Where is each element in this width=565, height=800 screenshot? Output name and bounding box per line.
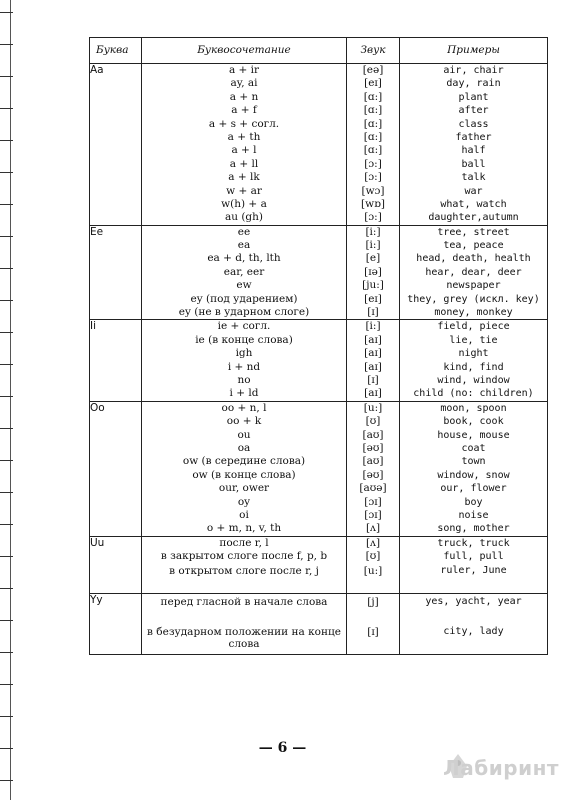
combination-line: a + ir [228, 64, 260, 76]
sound-line: [aʊə] [359, 482, 387, 495]
combination-line: ea [237, 239, 251, 252]
example-line: house, mouse [437, 429, 510, 441]
combination-cell [142, 225, 347, 320]
binding-tick [0, 460, 13, 461]
sound-line: [aʊ] [362, 455, 384, 468]
sound-cell [347, 225, 400, 320]
sound-line: [aɪ] [364, 333, 382, 346]
binding-tick [0, 172, 13, 173]
sound-cell [347, 64, 400, 226]
binding-tick [0, 12, 13, 13]
sound-line: [əʊ] [362, 441, 384, 454]
letter-group-row [90, 320, 548, 401]
combination-line: i + nd [227, 360, 261, 373]
binding-tick [0, 108, 13, 109]
combination-line: в безударном положении на конце слова [147, 626, 341, 651]
binding-tick [0, 76, 13, 77]
sound-line: [eɪ] [364, 292, 382, 305]
header-letter: Буква [90, 38, 142, 64]
example-line: class [458, 118, 489, 130]
sound-line: [ɪə] [364, 265, 382, 278]
sound-line: [aɪ] [364, 360, 382, 373]
example-line: boy [464, 496, 483, 508]
combination-cell [142, 64, 347, 226]
letter-group-row [90, 64, 548, 226]
sound-line: [ɑ:] [363, 104, 383, 117]
combination-line: ew [236, 279, 252, 292]
example-line: city, lady [443, 626, 504, 638]
combination-cell [142, 594, 347, 655]
example-line: day, rain [446, 78, 501, 90]
combination-line: a + l [231, 144, 257, 157]
combination-line: в открытом слоге после r, j [169, 565, 319, 578]
combination-line: oo + k [226, 415, 262, 428]
example-cell [400, 401, 548, 536]
binding-margin [0, 0, 20, 800]
example-cell [400, 64, 548, 226]
combination-line: ay, ai [230, 77, 258, 90]
example-line: daughter,autumn [428, 212, 519, 224]
sound-cell [347, 320, 400, 401]
binding-tick [0, 492, 13, 493]
combination-line: a + s + согл. [208, 117, 280, 130]
example-line: after [458, 105, 489, 117]
example-cell [400, 536, 548, 594]
example-line: book, cook [443, 416, 504, 428]
example-line: tea, peace [443, 240, 504, 252]
letter-group-row [90, 594, 548, 655]
binding-tick [0, 268, 13, 269]
binding-tick [0, 620, 13, 621]
example-line: lie, tie [449, 334, 498, 346]
example-line: ball [461, 158, 486, 170]
example-line: war [464, 185, 483, 197]
example-line: full, pull [443, 551, 504, 563]
sound-line: [aʊ] [362, 428, 384, 441]
example-line: kind, find [443, 361, 504, 373]
sound-line: [ju:] [362, 279, 384, 292]
sound-line: [eɪ] [364, 77, 382, 90]
example-line: song, mother [437, 523, 510, 535]
sound-line: [j] [367, 596, 379, 609]
binding-tick [0, 396, 13, 397]
example-line: father [455, 131, 492, 143]
example-line: child (no: children) [413, 388, 534, 400]
combination-line: igh [235, 347, 253, 360]
binding-tick [0, 428, 13, 429]
header-sound: Звук [347, 38, 400, 64]
sound-line: [aɪ] [364, 347, 382, 360]
combination-line: oi [239, 508, 249, 521]
sound-line: [ʌ] [365, 522, 381, 535]
sound-line: [u:] [363, 565, 383, 578]
example-line: truck, truck [437, 537, 510, 549]
combination-line: a + n [229, 90, 259, 103]
sound-line: [u:] [363, 401, 383, 414]
example-line: plant [458, 91, 489, 103]
example-line: window, snow [437, 469, 510, 481]
sound-line: [ɪ] [367, 373, 379, 386]
example-line: hear, dear, deer [425, 266, 522, 278]
combination-line: oa [237, 441, 251, 454]
binding-tick [0, 140, 13, 141]
example-line: moon, spoon [440, 402, 507, 414]
example-line: head, death, health [416, 253, 531, 265]
sound-line: [ɔ:] [364, 157, 382, 170]
sound-cell [347, 401, 400, 536]
example-line: wind, window [437, 374, 510, 386]
example-line: half [461, 145, 486, 157]
combination-line: ey (не в ударном слоге) [178, 306, 310, 319]
example-line: town [461, 456, 486, 468]
combination-line: au (gh) [224, 211, 264, 224]
sound-line: [ɑ:] [363, 117, 383, 130]
sound-line: [ɪ] [367, 306, 379, 319]
example-line: they, grey (искл. key) [407, 293, 540, 305]
example-line: money, monkey [434, 307, 513, 319]
combination-line: ee [237, 225, 251, 238]
letter-cell: Yy [90, 594, 142, 655]
sound-line: [eə] [362, 64, 384, 76]
example-cell [400, 594, 548, 655]
letter-cell: Aa [90, 64, 142, 226]
example-line: night [458, 348, 489, 360]
example-line: coat [461, 442, 486, 454]
sound-line: [ɔɪ] [364, 495, 382, 508]
binding-tick [0, 204, 13, 205]
letter-cell: Uu [90, 536, 142, 594]
sound-line: [e] [365, 252, 381, 265]
sound-line: [ʊ] [365, 550, 381, 563]
example-line: tree, street [437, 226, 510, 238]
sound-line: [aɪ] [364, 387, 382, 400]
combination-line: ie (в конце слова) [195, 333, 293, 346]
combination-line: w + ar [226, 184, 262, 197]
example-cell [400, 225, 548, 320]
sound-cell [347, 594, 400, 655]
sound-line: [ɑ:] [363, 130, 383, 143]
binding-tick [0, 236, 13, 237]
binding-tick [0, 652, 13, 653]
sound-line: [ɑ:] [363, 144, 383, 157]
example-line: noise [458, 509, 489, 521]
combination-line: ow (в конце слова) [192, 468, 296, 481]
sound-line: [ɑ:] [363, 90, 383, 103]
combination-line: oo + n, l [221, 401, 267, 414]
example-line: our, flower [440, 483, 507, 495]
combination-line: o + m, n, v, th [206, 522, 282, 535]
binding-tick [0, 524, 13, 525]
combination-line: a + th [227, 130, 261, 143]
sound-cell [347, 536, 400, 594]
sound-line: [wɒ] [361, 197, 385, 210]
letter-cell: Ii [90, 320, 142, 401]
combination-cell [142, 401, 347, 536]
binding-tick [0, 300, 13, 301]
binding-tick [0, 332, 13, 333]
combination-line: ie + согл. [217, 320, 271, 333]
combination-line: ey (под ударением) [190, 292, 298, 305]
combination-line: a + ll [229, 157, 259, 170]
binding-tick [0, 556, 13, 557]
sound-line: [ɪ] [367, 626, 379, 639]
letter-group-row [90, 536, 548, 594]
example-cell [400, 320, 548, 401]
sound-line: [i:] [365, 239, 381, 252]
sound-line: [ɔ:] [364, 211, 382, 224]
combination-cell [142, 320, 347, 401]
sound-line: [i:] [365, 225, 381, 238]
binding-tick [0, 44, 13, 45]
page-number: — 6 — [258, 740, 307, 756]
combination-line: w(h) + a [221, 197, 267, 210]
combination-cell [142, 536, 347, 594]
binding-tick [0, 716, 13, 717]
letter-group-row [90, 225, 548, 320]
table-header-row [90, 38, 548, 64]
example-line: air, chair [443, 65, 504, 76]
sound-line: [ʊ] [365, 415, 381, 428]
combination-line: our, ower [218, 482, 270, 495]
header-examples: Примеры [400, 38, 548, 64]
combination-line: oy [237, 495, 251, 508]
binding-tick [0, 684, 13, 685]
combination-line: a + f [231, 104, 257, 117]
example-line: field, piece [437, 321, 510, 333]
sound-line: [ʌ] [365, 536, 381, 549]
combination-line: ear, eer [223, 265, 265, 278]
combination-line: a + lk [228, 171, 260, 184]
example-line: yes, yacht, year [425, 596, 522, 608]
combination-line: перед гласной в начале слова [160, 596, 328, 609]
binding-tick [0, 588, 13, 589]
binding-tick [0, 364, 13, 365]
combination-line: i + ld [229, 387, 259, 400]
sound-line: [əʊ] [362, 468, 384, 481]
letter-cell: Oo [90, 401, 142, 536]
example-line: talk [461, 172, 486, 184]
letter-cell: Ee [90, 225, 142, 320]
letter-group-row [90, 401, 548, 536]
combination-line: ea + d, th, lth [207, 252, 281, 265]
combination-line: ow (в середине слова) [182, 455, 306, 468]
example-line: what, watch [440, 198, 507, 210]
sound-line: [ɔ:] [364, 171, 382, 184]
table-body [90, 64, 548, 655]
example-line: newspaper [446, 280, 501, 292]
binding-tick [0, 780, 13, 781]
binding-line [10, 0, 11, 800]
watermark-text: Лабиринт [443, 756, 559, 780]
sound-line: [wɔ] [361, 184, 385, 197]
header-combination: Буквосочетание [142, 38, 347, 64]
combination-line: no [237, 373, 251, 386]
example-line: ruler, June [440, 565, 507, 577]
phonics-table [89, 37, 548, 655]
sound-line: [i:] [365, 320, 381, 333]
sound-line: [ɔɪ] [364, 508, 382, 521]
combination-line: после r, l [219, 536, 269, 549]
combination-line: в закрытом слоге после f, p, b [160, 550, 328, 563]
combination-line: ou [237, 428, 251, 441]
